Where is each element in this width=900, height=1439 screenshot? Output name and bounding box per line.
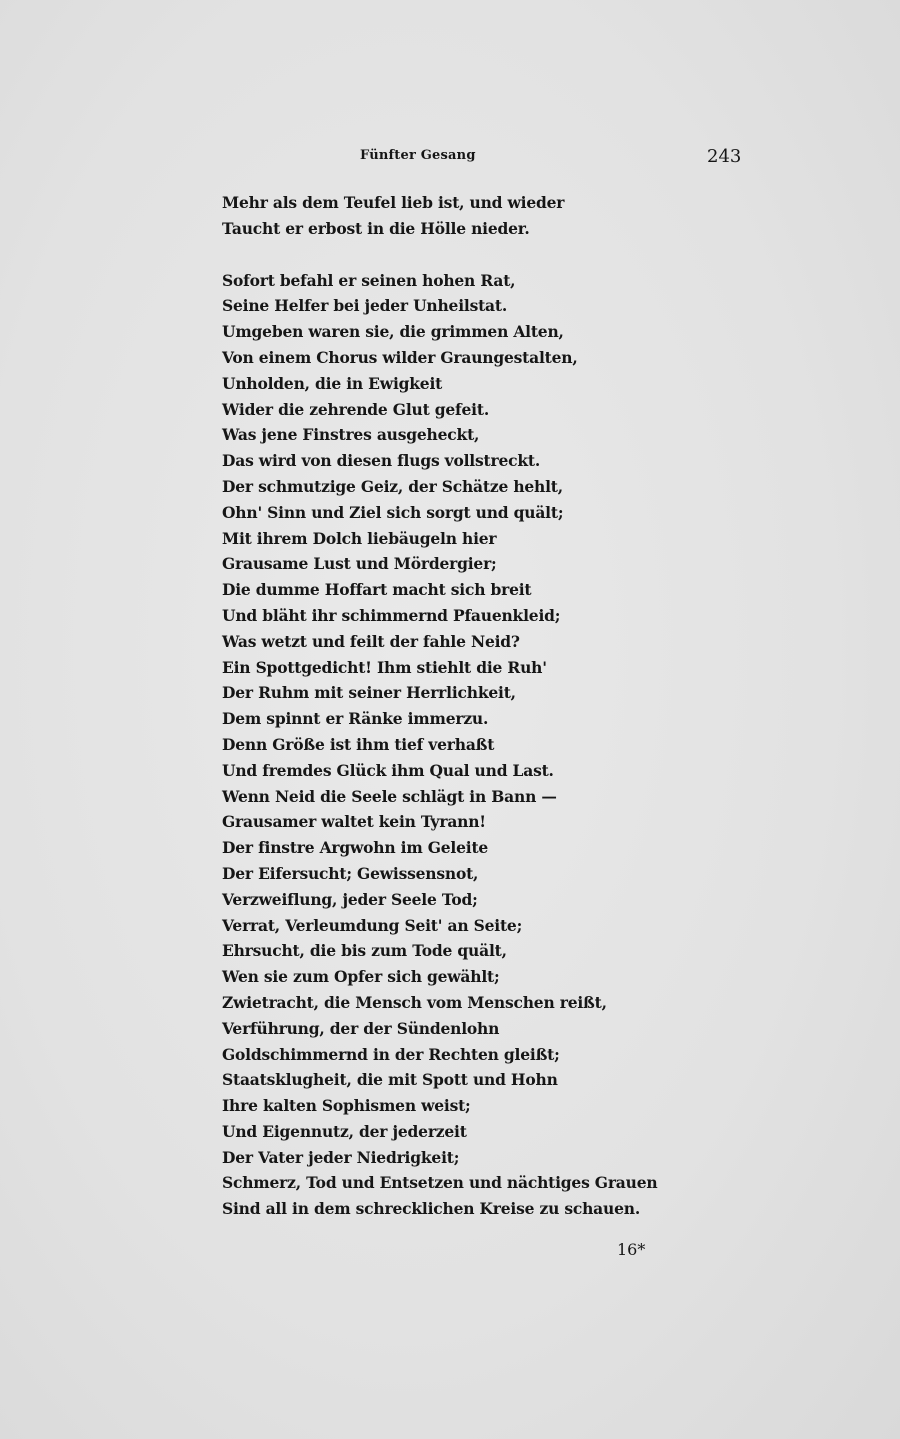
- verse-line: Mehr als dem Teufel lieb ist, und wieder: [222, 193, 565, 212]
- verse-line: Ihre kalten Sophismen weist;: [222, 1096, 471, 1116]
- verse-line: Von einem Chorus wilder Graungestalten,: [222, 347, 578, 367]
- verse-line: Was jene Finstres ausgeheckt,: [222, 425, 480, 445]
- verse-line: Und bläht ihr schimmernd Pfauenkleid;: [222, 605, 561, 625]
- verse-line: Was wetzt und feilt der fahle Neid?: [222, 631, 520, 651]
- verse-line: Wenn Neid die Seele schlägt in Bann —: [222, 786, 557, 806]
- stanza-1: [222, 190, 662, 242]
- verse-line: Ein Spottgedicht! Ihm stiehlt die Ruh': [222, 657, 547, 677]
- verse-line: Umgeben waren sie, die grimmen Alten,: [222, 322, 564, 342]
- verse-line: Seine Helfer bei jeder Unheilstat.: [222, 296, 508, 316]
- verse-line: Sofort befahl er seinen hohen Rat,: [222, 270, 516, 290]
- page-number: 243: [707, 146, 742, 167]
- verse-line: Verzweiflung, jeder Seele Tod;: [222, 889, 478, 909]
- verse-line: Ehrsucht, die bis zum Tode quält,: [222, 941, 507, 961]
- verse-line: Zwietracht, die Mensch vom Menschen reißt,: [222, 992, 607, 1012]
- verse-line: Taucht er erbost in die Hölle nieder.: [222, 218, 530, 238]
- verse-line: Grausamer waltet kein Tyrann!: [222, 812, 486, 832]
- signature-mark: 16*: [617, 1240, 646, 1259]
- verse-line: Sind all in dem schrecklichen Kreise zu schauen.: [222, 1199, 641, 1219]
- stanza-2: [222, 268, 662, 1222]
- verse-line: Verführung, der der Sündenlohn: [222, 1018, 500, 1038]
- verse-line: Der Eifersucht; Gewissensnot,: [222, 863, 479, 883]
- verse-line: Denn Größe ist ihm tief verhaßt: [222, 734, 495, 754]
- verse-line: Dem spinnt er Ränke immerzu.: [222, 709, 489, 729]
- verse-line: Ohn' Sinn und Ziel sich sorgt und quält;: [222, 502, 564, 522]
- running-head: Fünfter Gesang: [360, 148, 476, 163]
- verse-line: Unholden, die in Ewigkeit: [222, 373, 443, 393]
- verse-line: Verrat, Verleumdung Seit' an Seite;: [222, 915, 523, 935]
- verse-line: Mit ihrem Dolch liebäugeln hier: [222, 528, 497, 548]
- verse-line: Und fremdes Glück ihm Qual und Last.: [222, 760, 554, 780]
- verse-line: Goldschimmernd in der Rechten gleißt;: [222, 1044, 560, 1064]
- verse-line: Grausame Lust und Mördergier;: [222, 554, 497, 574]
- verse-line: Der schmutzige Geiz, der Schätze hehlt,: [222, 476, 563, 496]
- verse-line: Die dumme Hoffart macht sich breit: [222, 580, 532, 600]
- verse-line: Der Ruhm mit seiner Herrlichkeit,: [222, 683, 516, 703]
- verse-line: Staatsklugheit, die mit Spott und Hohn: [222, 1070, 558, 1090]
- verse-line: Schmerz, Tod und Entsetzen und nächtiges Grauen: [222, 1173, 658, 1193]
- verse-line: Der finstre Argwohn im Geleite: [222, 838, 489, 858]
- verse-line: Und Eigennutz, der jederzeit: [222, 1121, 467, 1141]
- verse-line: Wen sie zum Opfer sich gewählt;: [222, 967, 500, 987]
- verse-line: Wider die zehrende Glut gefeit.: [222, 399, 490, 419]
- verse-line: Der Vater jeder Niedrigkeit;: [222, 1147, 460, 1167]
- verse-block: [222, 190, 662, 1222]
- verse-line: Das wird von diesen flugs vollstreckt.: [222, 451, 541, 471]
